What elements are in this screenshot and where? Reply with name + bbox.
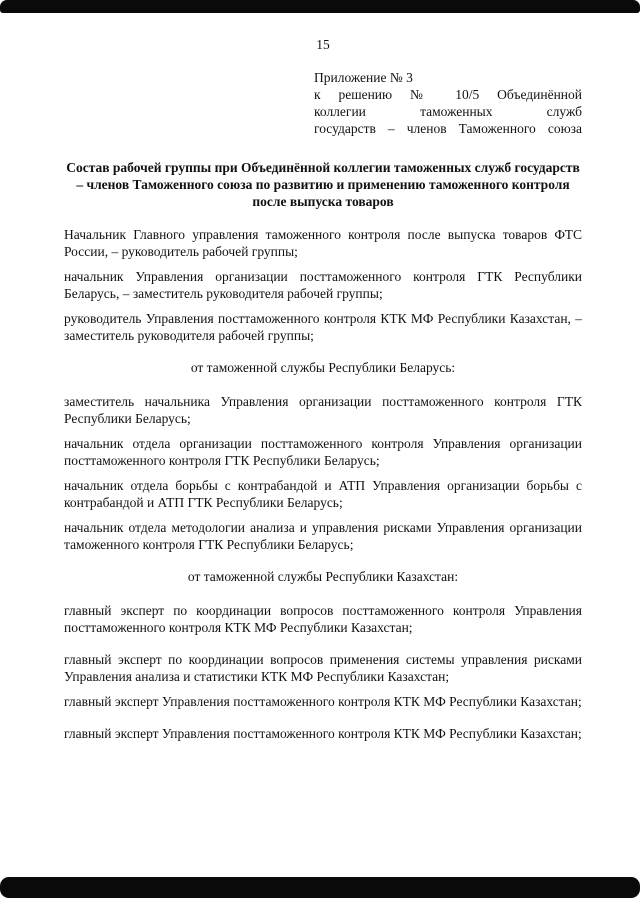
paragraph: главный эксперт по координации вопросов посттаможенного контроля Управления посттаможенного контроля КТК МФ Республики Казахстан; [64,603,582,635]
paragraph: главный эксперт Управления посттаможенного контроля КТК МФ Республики Казахстан; [64,694,582,709]
scan-edge-bottom [0,877,640,898]
page-number: 15 [316,37,330,52]
document-title: Состав рабочей группы при Объединённой коллегии таможенных служб государств – членов Таможенного союза по развитию и применению таможенного контроля после выпуска товаров [66,160,580,209]
paragraph: заместитель начальника Управления организации посттаможенного контроля ГТК Республики Беларусь; [64,394,582,426]
scan-edge-top [0,0,640,13]
paragraph-list [64,226,582,742]
paragraph: начальник отдела организации посттаможенного контроля Управления организации посттаможенного контроля ГТК Республики Беларусь; [64,436,582,468]
annex-block [314,69,582,137]
section-heading: от таможенной службы Республики Казахстан: [187,569,459,584]
paragraph: Начальник Главного управления таможенного контроля после выпуска товаров ФТС России, – руководитель рабочей группы; [64,227,582,259]
paragraph: начальник отдела борьбы с контрабандой и АТП Управления организации борьбы с контрабандой и АТП ГТК Республики Беларусь; [64,478,582,510]
section-heading: от таможенной службы Республики Беларусь: [190,360,456,375]
annex-line: коллегии таможенных служб [314,104,582,119]
paragraph: руководитель Управления посттаможенного контроля КТК МФ Республики Казахстан, – заместитель руководителя рабочей группы; [64,311,582,343]
annex-line: к решению № 10/5 Объединённой [314,87,582,102]
annex-line: государств – членов Таможенного союза [314,121,582,136]
paragraph: начальник отдела методологии анализа и управления рисками Управления организации таможенного контроля ГТК Республики Беларусь; [64,520,582,552]
paragraph: главный эксперт по координации вопросов применения системы управления рисками Управления анализа и статистики КТК МФ Республики Казахстан; [64,652,582,684]
paragraph: главный эксперт Управления посттаможенного контроля КТК МФ Республики Казахстан; [64,726,582,741]
annex-line: Приложение № 3 [314,70,413,85]
document-content [64,36,582,750]
paragraph: начальник Управления организации посттаможенного контроля ГТК Республики Беларусь, – заместитель руководителя рабочей группы; [64,269,582,301]
